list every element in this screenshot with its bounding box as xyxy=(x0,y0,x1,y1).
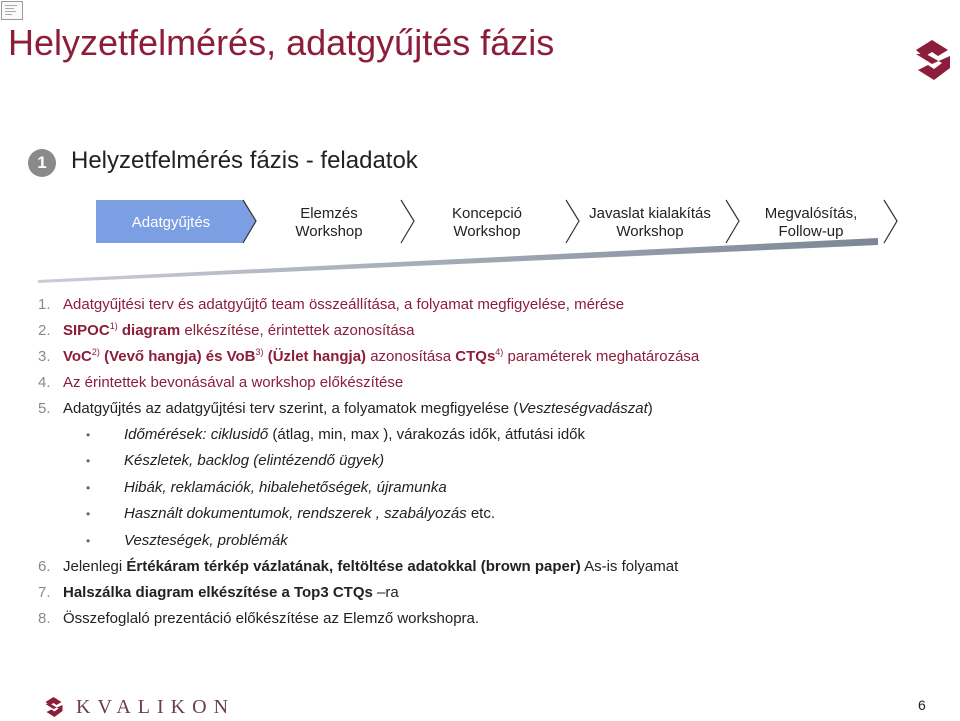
sub-item-4 xyxy=(38,503,938,529)
task-text: azonosítása xyxy=(366,348,456,365)
sub-item-text: Veszteségek, problémák xyxy=(124,531,288,549)
slide-title: Helyzetfelmérés, adatgyűjtés fázis xyxy=(8,22,555,63)
sub-item-3 xyxy=(38,477,938,503)
task-item-3 xyxy=(38,346,938,372)
task-list xyxy=(38,294,938,634)
brand-letter: K xyxy=(76,696,98,718)
phase-label: Elemzés xyxy=(300,205,358,222)
phase-progress-wedge xyxy=(38,238,878,283)
task-text: Jelenlegi xyxy=(63,557,127,575)
task-number: 3. xyxy=(38,348,51,365)
task-text: –ra xyxy=(372,583,399,601)
task-text: elkészítése, érintettek azonosítása xyxy=(180,322,415,339)
task-item-8 xyxy=(38,608,938,634)
task-text: As-is xyxy=(580,557,618,575)
task-item-1 xyxy=(38,294,938,320)
phase-javaslat xyxy=(572,204,728,242)
sub-item-5 xyxy=(38,530,938,556)
phase-label: Megvalósítás, xyxy=(764,205,858,222)
sub-item-text: Készletek, backlog (elintézendő ügyek) xyxy=(124,452,385,470)
phase-sublabel: Follow-up xyxy=(778,223,844,240)
brand-letter: K xyxy=(170,696,193,718)
phase-sublabel: Workshop xyxy=(616,223,684,240)
sub-item-text: Időmérések: ciklusidő xyxy=(124,426,269,443)
task-number: 5. xyxy=(38,400,51,417)
step-number-badge: 1 xyxy=(28,149,56,177)
task-keyword: diagram xyxy=(117,322,181,339)
brand-letter: A xyxy=(116,696,138,718)
task-text: Adatgyűjtési terv és adatgyűjtő team összeállítása, a folyamat megfigyelése, mérése xyxy=(63,296,625,313)
sub-item-tail: (átlag, min, max ), várakozás idők, átfutási idők xyxy=(268,426,586,443)
task-text: Az érintettek bevonásával a workshop előkészítése xyxy=(63,374,404,391)
phase-label: Javaslat kialakítás xyxy=(589,205,711,222)
brand-letter: N xyxy=(213,696,236,718)
task-keyword: (Üzlet hangja) xyxy=(263,348,367,365)
task-text: paraméterek meghatározása xyxy=(503,348,700,365)
brand-letter: I xyxy=(157,696,171,718)
phase-chevron-bar xyxy=(0,0,960,300)
phase-elemzes xyxy=(256,204,402,242)
task-emphasis: Veszteségvadászat xyxy=(518,400,648,417)
footer-logo-icon xyxy=(40,696,68,718)
brand-letter: O xyxy=(192,696,214,718)
task-text: Összefoglaló prezentáció előkészítése az Elemző workshopra. xyxy=(63,609,480,627)
phase-koncepcio xyxy=(414,204,560,242)
sub-item-tail: etc. xyxy=(466,505,496,523)
task-number: 6. xyxy=(38,557,51,575)
task-number: 1. xyxy=(38,296,51,313)
task-text: ) xyxy=(647,400,653,417)
task-number: 8. xyxy=(38,609,51,627)
task-item-6 xyxy=(38,556,938,582)
brand-letter: L xyxy=(137,696,157,718)
footnote-ref: 4) xyxy=(495,347,504,357)
task-keyword: Értékáram térkép vázlatának, feltöltése adatokkal (brown paper) xyxy=(126,557,581,575)
bullet-icon: • xyxy=(86,480,91,495)
bullet-icon: • xyxy=(86,507,91,522)
bullet-icon: • xyxy=(86,428,91,442)
task-number: 2. xyxy=(38,322,51,339)
footer-brand-name xyxy=(76,696,235,719)
page-number: 6 xyxy=(918,697,926,713)
phase-sublabel: Workshop xyxy=(453,223,521,240)
task-keyword: Halszálka diagram elkészítése a Top3 CTQs xyxy=(63,583,373,601)
phase-adatgyujtes xyxy=(96,204,246,242)
phase-label: Koncepció xyxy=(451,205,523,222)
section-heading: Helyzetfelmérés fázis - feladatok xyxy=(71,147,418,174)
footnote-ref: 1) xyxy=(109,321,118,331)
task-number: 7. xyxy=(38,583,51,601)
phase-megvalositas xyxy=(736,204,886,242)
sub-item-2 xyxy=(38,450,938,476)
footnote-ref: 3) xyxy=(255,347,264,357)
task-item-7 xyxy=(38,582,938,608)
task-keyword: SIPOC xyxy=(63,322,110,339)
task-text: folyamat xyxy=(617,557,679,575)
task-number: 4. xyxy=(38,374,51,391)
task-text: Adatgyűjtés az adatgyűjtési terv szerint, a folyamatok megfigyelése ( xyxy=(63,400,519,417)
bullet-icon: • xyxy=(86,454,91,469)
task-item-2 xyxy=(38,320,938,346)
task-keyword: (Vevő hangja) és VoB xyxy=(99,348,256,365)
phase-sublabel: Workshop xyxy=(295,223,363,240)
task-keyword: VoC xyxy=(63,348,92,365)
sub-item-text: Hibák, reklamációk, hibalehetőségek, újramunka xyxy=(124,478,447,496)
task-item-4 xyxy=(38,372,938,398)
brand-letter: V xyxy=(97,696,117,718)
sub-item-1 xyxy=(38,424,938,450)
bullet-icon: • xyxy=(86,533,91,548)
phase-label: Adatgyűjtés xyxy=(131,214,211,231)
footnote-ref: 2) xyxy=(91,347,100,357)
task-item-5 xyxy=(38,398,938,424)
sub-item-text: Használt dokumentumok, rendszerek , szabályozás xyxy=(124,505,467,523)
task-keyword: CTQs xyxy=(455,348,496,365)
